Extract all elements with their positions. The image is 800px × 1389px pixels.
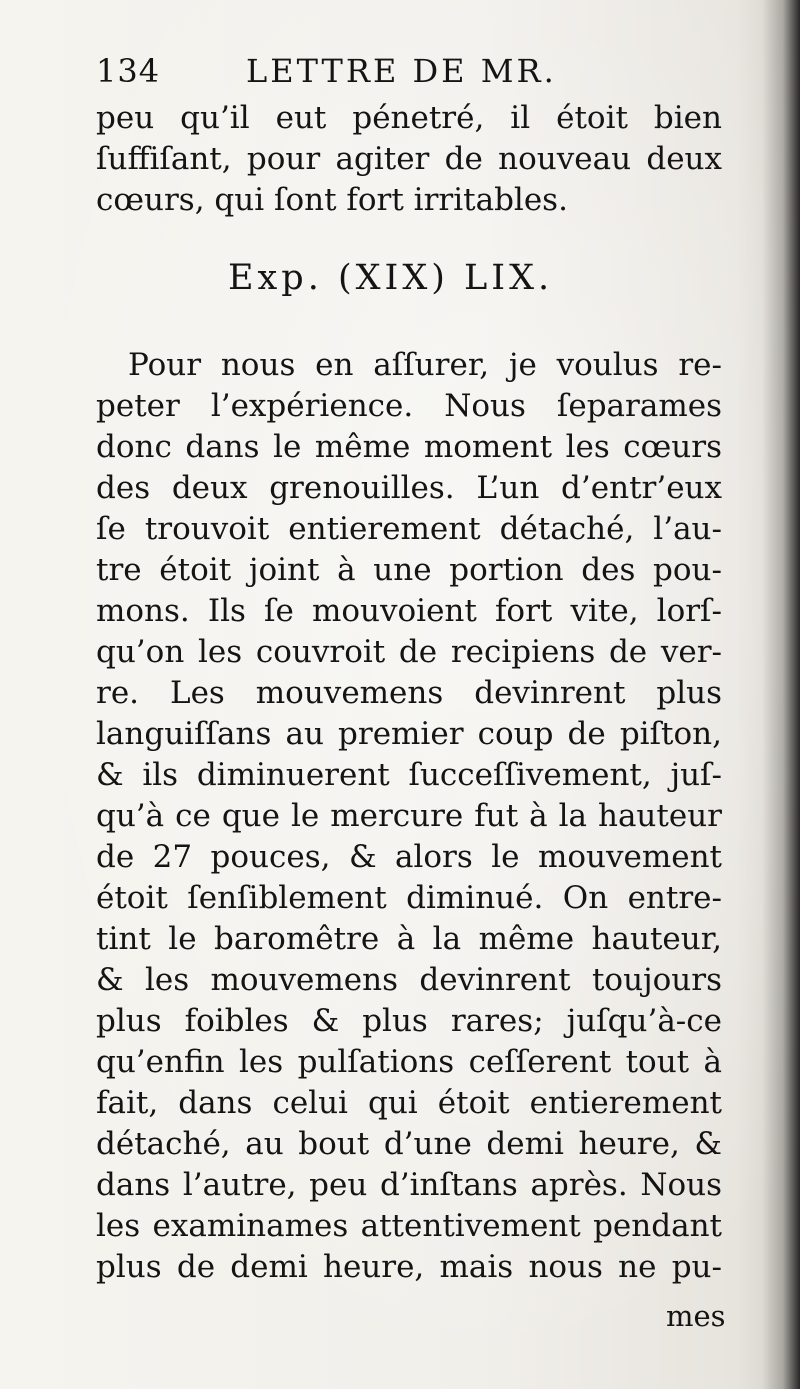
text-line: qu’on les couvroit de recipiens de ver- bbox=[96, 634, 722, 670]
text-line: plus de demi heure, mais nous ne pu- bbox=[96, 1249, 722, 1285]
text-line: ſe trouvoit entierement détaché, l’au- bbox=[96, 511, 722, 547]
text-line: & les mouvemens devinrent toujours bbox=[96, 962, 722, 998]
text-line: détaché, au bout d’une demi heure, & bbox=[96, 1126, 722, 1162]
text-line: tre étoit joint à une portion des pou- bbox=[96, 552, 722, 588]
text-line: cœurs, qui ſont fort irritables. bbox=[96, 182, 568, 218]
running-head: LETTRE DE MR. bbox=[246, 52, 557, 90]
text-line: ſuffiſant, pour agiter de nouveau deux bbox=[96, 141, 722, 177]
text-line: des deux grenouilles. L’un d’entr’eux bbox=[96, 470, 722, 506]
text-line: peter l’expérience. Nous ſeparames bbox=[96, 388, 722, 424]
text-line: de 27 pouces, & alors le mouvement bbox=[96, 839, 722, 875]
text-line: donc dans le même moment les cœurs bbox=[96, 429, 722, 465]
text-line: plus foibles & plus rares; juſqu’à-ce bbox=[96, 1003, 722, 1039]
text-line: qu’enfin les pulſations ceſſerent tout à bbox=[96, 1044, 722, 1080]
experiment-heading: Exp. (XIX) LIX. bbox=[228, 258, 554, 298]
text-line: peu qu’il eut pénetré, il étoit bien bbox=[96, 100, 722, 136]
text-line: les examinames attentivement pendant bbox=[96, 1208, 722, 1244]
text-line: mons. Ils ſe mouvoient fort vite, lorſ- bbox=[96, 593, 722, 629]
page-number: 134 bbox=[96, 52, 161, 90]
text-line: dans l’autre, peu d’inſtans après. Nous bbox=[96, 1167, 722, 1203]
text-line: Pour nous en aſſurer, je voulus re- bbox=[128, 347, 722, 383]
text-line: étoit ſenſiblement diminué. On entre- bbox=[96, 880, 722, 916]
text-line: re. Les mouvemens devinrent plus bbox=[96, 675, 722, 711]
text-line: qu’à ce que le mercure fut à la hauteur bbox=[96, 798, 722, 834]
text-line: languiſſans au premier coup de piſton, bbox=[96, 716, 722, 752]
page-header bbox=[96, 52, 736, 100]
catchword: mes bbox=[666, 1299, 726, 1333]
text-line: & ils diminuerent ſucceſſivement, juſ- bbox=[96, 757, 722, 793]
text-line: tint le baromêtre à la même hauteur, bbox=[96, 921, 722, 957]
spine-shadow bbox=[762, 0, 800, 1389]
text-line: fait, dans celui qui étoit entierement bbox=[96, 1085, 722, 1121]
